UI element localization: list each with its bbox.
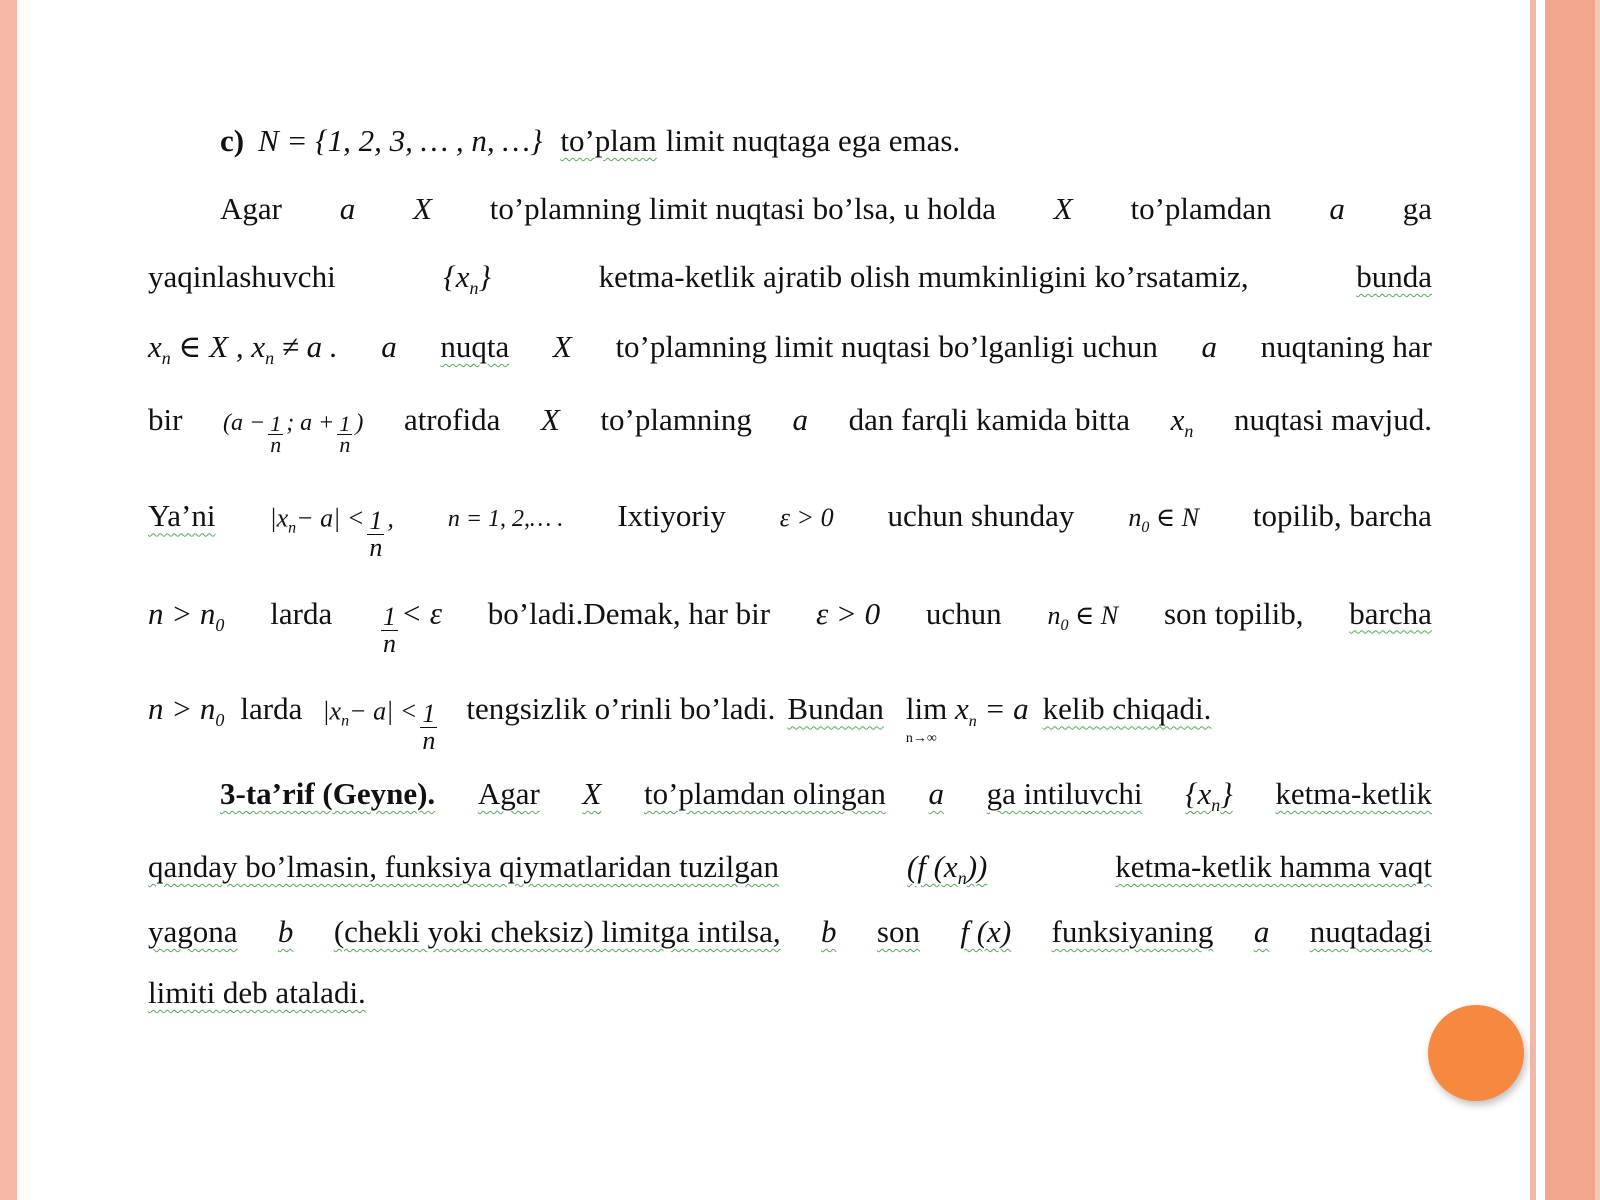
text: to’plamdan [1130, 191, 1272, 226]
text: to’plamning limit nuqtasi bo’lsa, u holda [489, 191, 996, 226]
math-neighborhood: (a − $\frac{1}{n}$ ; a + $\frac{1}{n}$ ) [223, 410, 364, 457]
math: a [928, 776, 945, 811]
text: son topilib, [1163, 595, 1304, 631]
paragraph-line [220, 189, 1432, 229]
text: yagona [148, 914, 238, 949]
right-border-thin-bar [1530, 0, 1536, 1200]
definition-line [148, 973, 1432, 1013]
orange-circle-decoration [1428, 1005, 1524, 1101]
paragraph-line [148, 494, 1432, 562]
math: X [413, 191, 432, 226]
right-border-wide-bar [1545, 0, 1600, 1200]
text: nuqtadagi [1309, 914, 1432, 949]
right-border-edge [1595, 0, 1600, 1200]
paragraph-line [148, 400, 1432, 457]
text: to’plamning [600, 402, 752, 437]
math-inequality: $|x_n- a|$ < $\frac{1}{n}$ [322, 696, 436, 755]
math: X [582, 776, 602, 811]
text: limit nuqtaga ega emas. [665, 123, 961, 158]
math: b [821, 914, 837, 949]
word: Bundan [787, 691, 884, 727]
text: dan farqli kamida bitta [848, 402, 1131, 437]
math: f (x) [960, 914, 1012, 949]
definition-line [148, 912, 1432, 952]
math: n = 1, 2,… . [447, 506, 564, 533]
text: tengsizlik o’rinli bo’ladi. [466, 691, 776, 727]
word: nuqta [440, 329, 510, 364]
math-condition: $x_n$ ∈ X , $x_n \ne a$ . [148, 329, 338, 369]
word: kelib chiqadi. [1042, 691, 1212, 727]
text: atrofida [403, 402, 501, 437]
text: qanday bo’lmasin, funksiya qiymatlaridan tuzilgan [148, 849, 780, 884]
text: ga [1402, 191, 1432, 226]
word: bunda [1356, 259, 1432, 294]
math-inequality: $|x_n- a|$ < $\frac{1}{n}$ , [269, 503, 394, 562]
left-border-bar [0, 0, 17, 1200]
math-sequence: $\{x_n\}$ [443, 259, 491, 299]
math-set-n: N = {1, 2, 3, … , n, …} [258, 123, 543, 158]
math: X [552, 329, 572, 364]
math: ε > 0 [779, 503, 834, 533]
text: Ixtiyoriy [617, 498, 726, 534]
text: yaqinlashuvchi [148, 259, 336, 294]
paragraph-line [148, 590, 1432, 658]
definition-title: 3-ta’rif (Geyne). [220, 776, 436, 811]
math: b [277, 914, 294, 949]
paragraph-line-c [220, 121, 1432, 161]
text: nuqtasi mavjud. [1233, 402, 1432, 437]
definition-line [148, 847, 1432, 898]
text: ketma-ketlik [1275, 776, 1432, 811]
math: $n > n_0$ [148, 691, 225, 731]
text: uchun [925, 595, 1002, 631]
math: a [381, 329, 397, 364]
math: $n_0$ ∈ N [1128, 503, 1199, 537]
text: nuqtaning har [1260, 329, 1432, 364]
text: (chekli yoki cheksiz) limitga intilsa, [333, 914, 781, 949]
math-sequence: $\{x_n\}$ [1185, 776, 1233, 816]
text: to’plamdan olingan [643, 776, 886, 811]
math: a [1201, 329, 1217, 364]
text: bo’ladi.Demak, har bir [487, 595, 771, 631]
math: $n_0$ ∈ N [1047, 600, 1119, 634]
item-label: c) [220, 123, 245, 158]
math: a [792, 402, 808, 437]
math: a [339, 191, 356, 226]
word: Ya’ni [148, 498, 216, 534]
text: ketma-ketlik ajratib olish mumkinligini ko’rsatamiz, [598, 259, 1249, 294]
paragraph-line [148, 327, 1432, 378]
text: Agar [477, 776, 540, 811]
paragraph-line [148, 687, 1432, 755]
word: barcha [1349, 595, 1432, 631]
text: ga intiluvchi [986, 776, 1143, 811]
text: Agar [220, 191, 282, 226]
math: (f $(x_n)$) [906, 849, 988, 889]
math: a [1253, 914, 1270, 949]
math: a [1329, 191, 1345, 226]
paragraph-line [148, 257, 1432, 308]
definition-line [220, 774, 1432, 825]
math: X [1053, 191, 1073, 226]
text: larda [270, 595, 333, 631]
text: topilib, barcha [1252, 498, 1432, 534]
math: $n > n_0$ [148, 595, 225, 635]
text: uchun shunday [887, 498, 1075, 534]
text: ketma-ketlik hamma vaqt [1115, 849, 1432, 884]
math: ε > 0 [815, 595, 881, 631]
math: X [540, 402, 560, 437]
text: to’plamning limit nuqtasi bo’lganligi uchun [615, 329, 1158, 364]
text: son [876, 914, 920, 949]
text: limiti deb ataladi. [148, 975, 366, 1010]
math-limit: lim n→∞ $x_n = a$ [905, 691, 1029, 747]
math-inequality: $\frac{1}{n}$ < ε [383, 595, 442, 658]
text: bir [148, 402, 183, 437]
text: funksiyaning [1051, 914, 1214, 949]
word: to’plam [560, 123, 657, 158]
math: $x_n$ [1170, 402, 1194, 442]
text: larda [240, 691, 303, 727]
